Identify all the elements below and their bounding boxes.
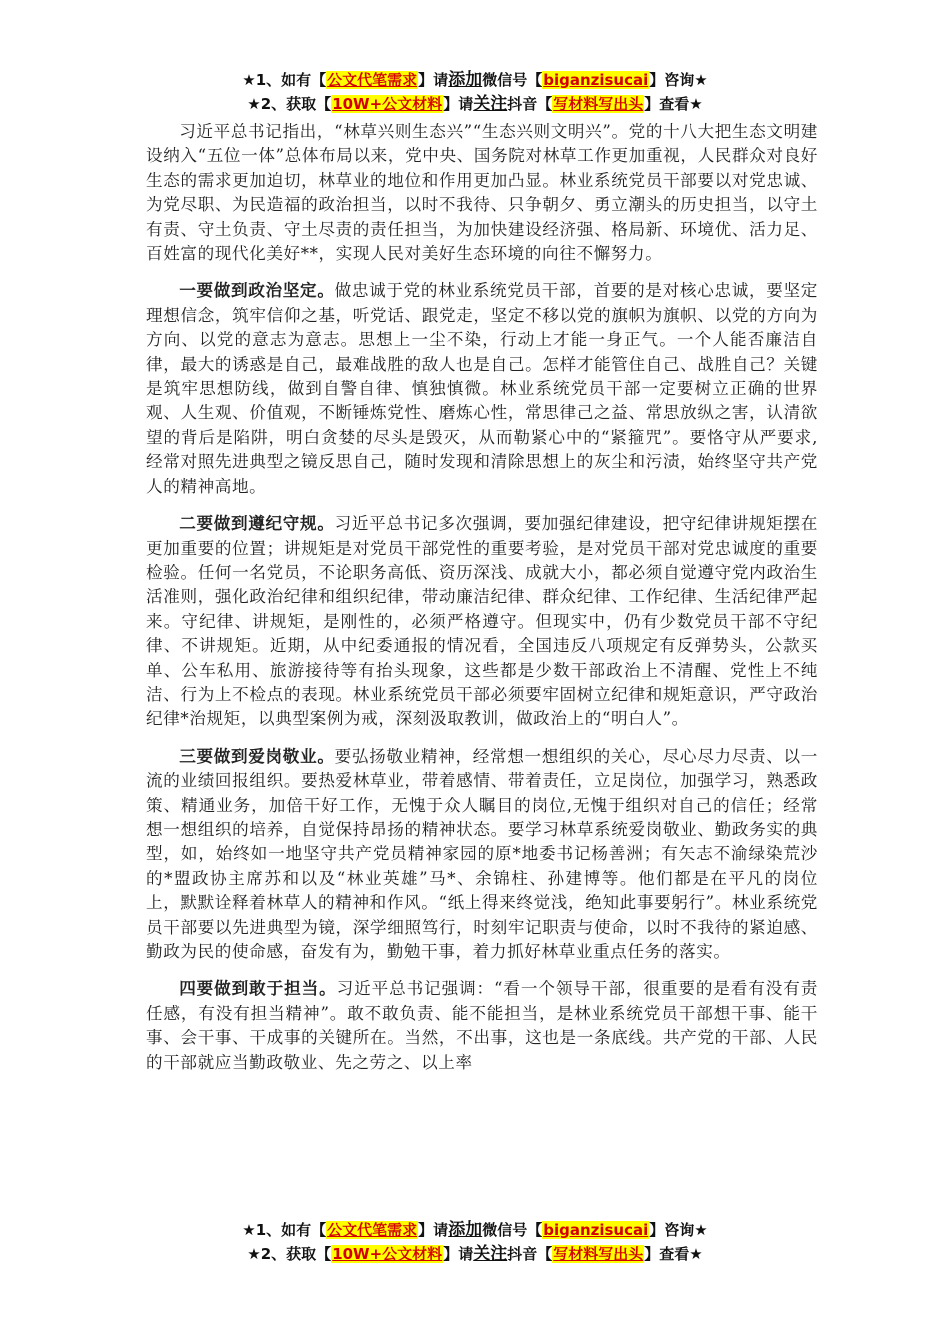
bottom-banner xyxy=(0,1218,950,1266)
highlight-materials: 10W+公文材料 xyxy=(332,1245,443,1263)
banner-line-1 xyxy=(0,1218,950,1242)
banner-text: 2、获取【 xyxy=(260,95,332,113)
banner-text: 抖音【 xyxy=(507,1245,553,1263)
banner-line-1 xyxy=(0,68,950,92)
banner-text: 微信号【 xyxy=(482,71,543,89)
section-paragraph-4 xyxy=(146,976,818,1075)
article-body xyxy=(146,120,818,1087)
banner-text: 1、如有【 xyxy=(255,1221,327,1239)
star-icon: ★ xyxy=(247,95,261,113)
section-heading: 四要做到敢于担当。 xyxy=(179,978,337,999)
banner-text: 】请 xyxy=(418,1221,449,1239)
emphasis-word: 关注 xyxy=(473,94,508,114)
section-paragraph-3 xyxy=(146,744,818,965)
banner-text: 】请 xyxy=(443,1245,474,1263)
wechat-id-link[interactable]: biganzisucai xyxy=(543,71,649,89)
banner-text: 微信号【 xyxy=(482,1221,543,1239)
paragraph-text: 习近平总书记指出，“林草兴则生态兴”“生态兴则文明兴”。党的十八大把生态文明建设纳入“五位一体”总体布局以来，党中央、国务院对林草工作更加重视，人民群众对良好生态的需求更加迫切，林草业的地位和作用更加凸显。林业系统党员干部要以对党忠诚、为党尽职、为民造福的政治担当，以时不我待、只争朝夕、勇立潮头的历史担当，以守土有责、守土负责、守土尽责的责任担当，为加快建设经济强、格局新、环境优、活力足、百姓富的现代化美好**，实现人民对美好生态环境的向往不懈努力。 xyxy=(146,122,818,264)
banner-text: 1、如有【 xyxy=(255,71,327,89)
banner-text: 】查看★ xyxy=(644,1245,703,1263)
section-heading: 二要做到遵纪守规。 xyxy=(179,513,335,534)
banner-text: 】咨询★ xyxy=(649,71,708,89)
star-icon: ★ xyxy=(247,1245,261,1263)
star-icon: ★ xyxy=(242,71,256,89)
section-paragraph-2 xyxy=(146,511,818,732)
highlight-materials: 10W+公文材料 xyxy=(332,95,443,113)
highlight-service: 公文代笔需求 xyxy=(327,1221,418,1239)
banner-text: 抖音【 xyxy=(507,95,553,113)
banner-line-2 xyxy=(0,1242,950,1266)
top-banner xyxy=(0,68,950,116)
emphasis-word: 添加 xyxy=(448,70,483,90)
section-paragraph-1 xyxy=(146,278,818,499)
banner-text: 】请 xyxy=(443,95,474,113)
paragraph-text: 要弘扬敬业精神，经常想一想组织的关心，尽心尽力尽责、以一流的业绩回报组织。要热爱林草业，带着感情、带着责任，立足岗位，加强学习，熟悉政策、精通业务，加倍干好工作，无愧于众人瞩目的岗位,无愧于组织对自己的信任；经常想一想组织的培养，自觉保持昂扬的精神状态。要学习林草系统爱岗敬业、勤政务实的典型，如，始终如一地坚守共产党员精神家园的原*地委书记杨善洲；有矢志不渝绿染荒沙的*盟政协主席苏和以及“林业英雄”马*、余锦柱、孙建博等。他们都是在平凡的岗位上，默默诠释着林草人的精神和作风。“纸上得来终觉浅，绝知此事要躬行”。林业系统党员干部要以先进典型为镜，深学细照笃行，时刻牢记职责与使命，以时不我待的紧迫感、勤政为民的使命感，奋发有为，勤勉干事，着力抓好林草业重点任务的落实。 xyxy=(146,746,818,961)
emphasis-word: 添加 xyxy=(448,1220,483,1240)
banner-line-2 xyxy=(0,92,950,116)
banner-text: 】请 xyxy=(418,71,449,89)
douyin-account-link[interactable]: 写材料写出头 xyxy=(553,95,644,113)
section-heading: 一要做到政治坚定。 xyxy=(179,280,335,301)
banner-text: 】咨询★ xyxy=(649,1221,708,1239)
wechat-id-link[interactable]: biganzisucai xyxy=(543,1221,649,1239)
banner-text: 】查看★ xyxy=(644,95,703,113)
highlight-service: 公文代笔需求 xyxy=(327,71,418,89)
paragraph-text: 做忠诚于党的林业系统党员干部，首要的是对核心忠诚，要坚定理想信念，筑牢信仰之基，听党话、跟党走，坚定不移以党的旗帜为旗帜、以党的方向为方向、以党的意志为意志。思想上一尘不染，行动上才能一身正气。一个人能否廉洁自律，最大的诱惑是自己，最难战胜的敌人也是自己。怎样才能管住自己、战胜自己？关键是筑牢思想防线，做到自警自律、慎独慎微。林业系统党员干部一定要树立正确的世界观、人生观、价值观，不断锤炼党性、磨炼心性，常思律己之益、常思放纵之害，认清欲望的背后是陷阱，明白贪婪的尽头是毁灭，从而勒紧心中的“紧箍咒”。要恪守从严要求,经常对照先进典型之镜反思自己，随时发现和清除思想上的灰尘和污渍，始终坚守共产党人的精神高地。 xyxy=(146,281,818,496)
banner-text: 2、获取【 xyxy=(260,1245,332,1263)
douyin-account-link[interactable]: 写材料写出头 xyxy=(553,1245,644,1263)
paragraph-text: 习近平总书记强调：“看一个领导干部，很重要的是看有没有责任感，有没有担当精神”。敢不敢负责、能不能担当，是林业系统党员干部想干事、能干事、会干事、干成事的关键所在。当然，不出事，这也是一条底线。共产党的干部、人民的干部就应当勤政敬业、先之劳之、以上率 xyxy=(146,979,818,1072)
star-icon: ★ xyxy=(242,1221,256,1239)
intro-paragraph xyxy=(146,120,818,266)
paragraph-text: 习近平总书记多次强调，要加强纪律建设，把守纪律讲规矩摆在更加重要的位置；讲规矩是对党员干部党性的重要考验，是对党员干部对党忠诚度的重要检验。任何一名党员，不论职务高低、资历深浅、成就大小，都必须自觉遵守党内政治生活准则，强化政治纪律和组织纪律，带动廉洁纪律、群众纪律、工作纪律、生活纪律严起来。守纪律、讲规矩，是刚性的，必须严格遵守。但现实中，仍有少数党员干部不守纪律、不讲规矩。近期，从中纪委通报的情况看，全国违反八项规定有反弹势头，公款买单、公车私用、旅游接待等有抬头现象，这些都是少数干部政治上不清醒、党性上不纯洁、行为上不检点的表现。林业系统党员干部必须要牢固树立纪律和规矩意识，严守政治纪律*治规矩，以典型案例为戒，深刻汲取教训，做政治上的“明白人”。 xyxy=(146,514,818,729)
section-heading: 三要做到爱岗敬业。 xyxy=(179,745,335,766)
emphasis-word: 关注 xyxy=(473,1244,508,1264)
